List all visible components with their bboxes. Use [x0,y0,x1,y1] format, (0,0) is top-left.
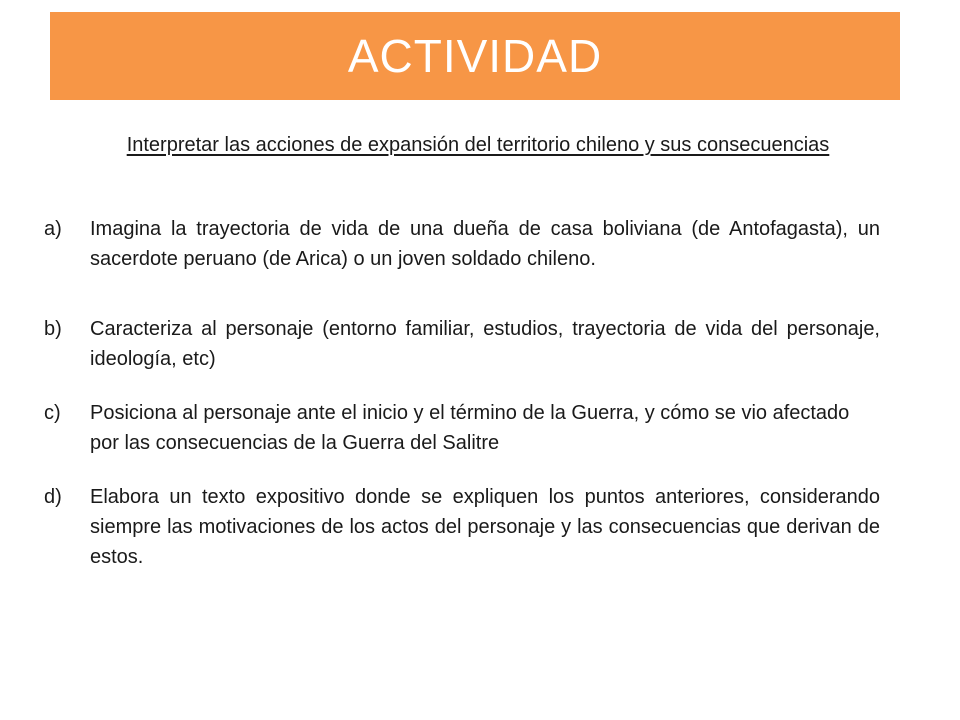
item-text: Posiciona al personaje ante el inicio y el término de la Guerra, y cómo se vio afectado por las consecuencias de la Guerra del Salitre [90,402,850,454]
item-marker: d) [44,486,62,508]
activity-item-c [44,398,870,458]
activity-item-d [44,482,880,572]
item-text: Caracteriza al personaje (entorno familiar, estudios, trayectoria de vida del personaje, ideología, etc) [90,318,880,370]
activity-item-b [44,314,880,374]
item-marker: a) [44,218,62,240]
page-title: ACTIVIDAD [347,30,603,82]
item-text: Elabora un texto expositivo donde se expliquen los puntos anteriores, considerando siempre las motivaciones de los actos del personaje y las consecuencias que derivan de estos. [90,486,880,568]
activity-item-a [44,214,880,274]
item-marker: c) [44,402,61,424]
item-text: Imagina la trayectoria de vida de una dueña de casa boliviana (de Antofagasta), un sacerdote peruano (de Arica) o un joven soldado chileno. [90,218,880,270]
activity-objective: Interpretar las acciones de expansión del territorio chileno y sus consecuencias [126,134,830,156]
title-banner [50,12,900,100]
item-marker: b) [44,318,62,340]
